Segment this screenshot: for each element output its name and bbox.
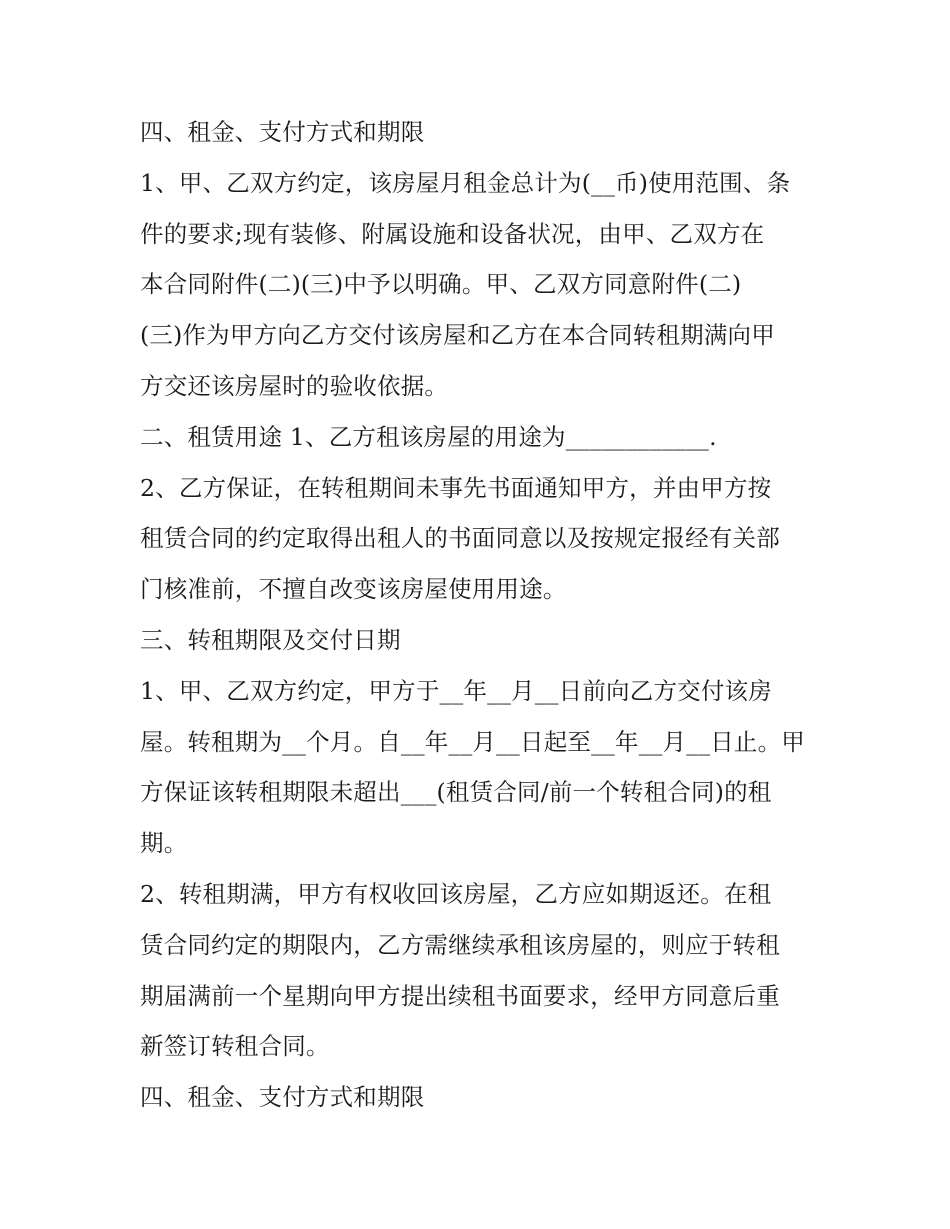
paragraph-line: 本合同附件(二)(三)中予以明确。甲、乙双方同意附件(二): [140, 270, 742, 299]
section-heading-rent: 四、租金、支付方式和期限: [140, 118, 425, 146]
paragraph-line: 件的要求;现有装修、附属设施和设备状况，由甲、乙双方在: [140, 219, 765, 248]
section-heading-usage: 二、租赁用途 1、乙方租该房屋的用途为____________.: [140, 422, 717, 451]
paragraph-line: 1、甲、乙双方约定，该房屋月租金总计为(__币)使用范围、条: [140, 168, 791, 197]
section-heading-rent-repeat: 四、租金、支付方式和期限: [140, 1083, 425, 1112]
paragraph-line: 新签订转租合同。: [140, 1032, 330, 1061]
document-body: [140, 107, 820, 1123]
paragraph-line: 2、转租期满，甲方有权收回该房屋，乙方应如期返还。在租: [140, 879, 772, 908]
paragraph-line: 门核准前，不擅自改变该房屋使用用途。: [140, 575, 567, 604]
paragraph-line: 期。: [140, 829, 188, 858]
paragraph-line: (三)作为甲方向乙方交付该房屋和乙方在本合同转租期满向甲: [140, 321, 775, 350]
paragraph-line: 期届满前一个星期向甲方提出续租书面要求，经甲方同意后重: [140, 981, 780, 1010]
paragraph-line: 方保证该转租期限未超出___(租赁合同/前一个转租合同)的租: [140, 778, 772, 807]
paragraph-line: 屋。转租期为__个月。自__年__月__日起至__年__月__日止。甲: [140, 727, 805, 756]
paragraph-line: 赁合同约定的期限内，乙方需继续承租该房屋的，则应于转租: [140, 930, 780, 959]
paragraph-line: 方交还该房屋时的验收依据。: [140, 371, 449, 400]
paragraph-line: 租赁合同的约定取得出租人的书面同意以及按规定报经有关部: [140, 524, 780, 553]
section-heading-term: 三、转租期限及交付日期: [140, 625, 401, 654]
paragraph-line: 2、乙方保证，在转租期间未事先书面通知甲方，并由甲方按: [140, 473, 772, 502]
paragraph-line: 1、甲、乙双方约定，甲方于__年__月__日前向乙方交付该房: [140, 676, 772, 705]
